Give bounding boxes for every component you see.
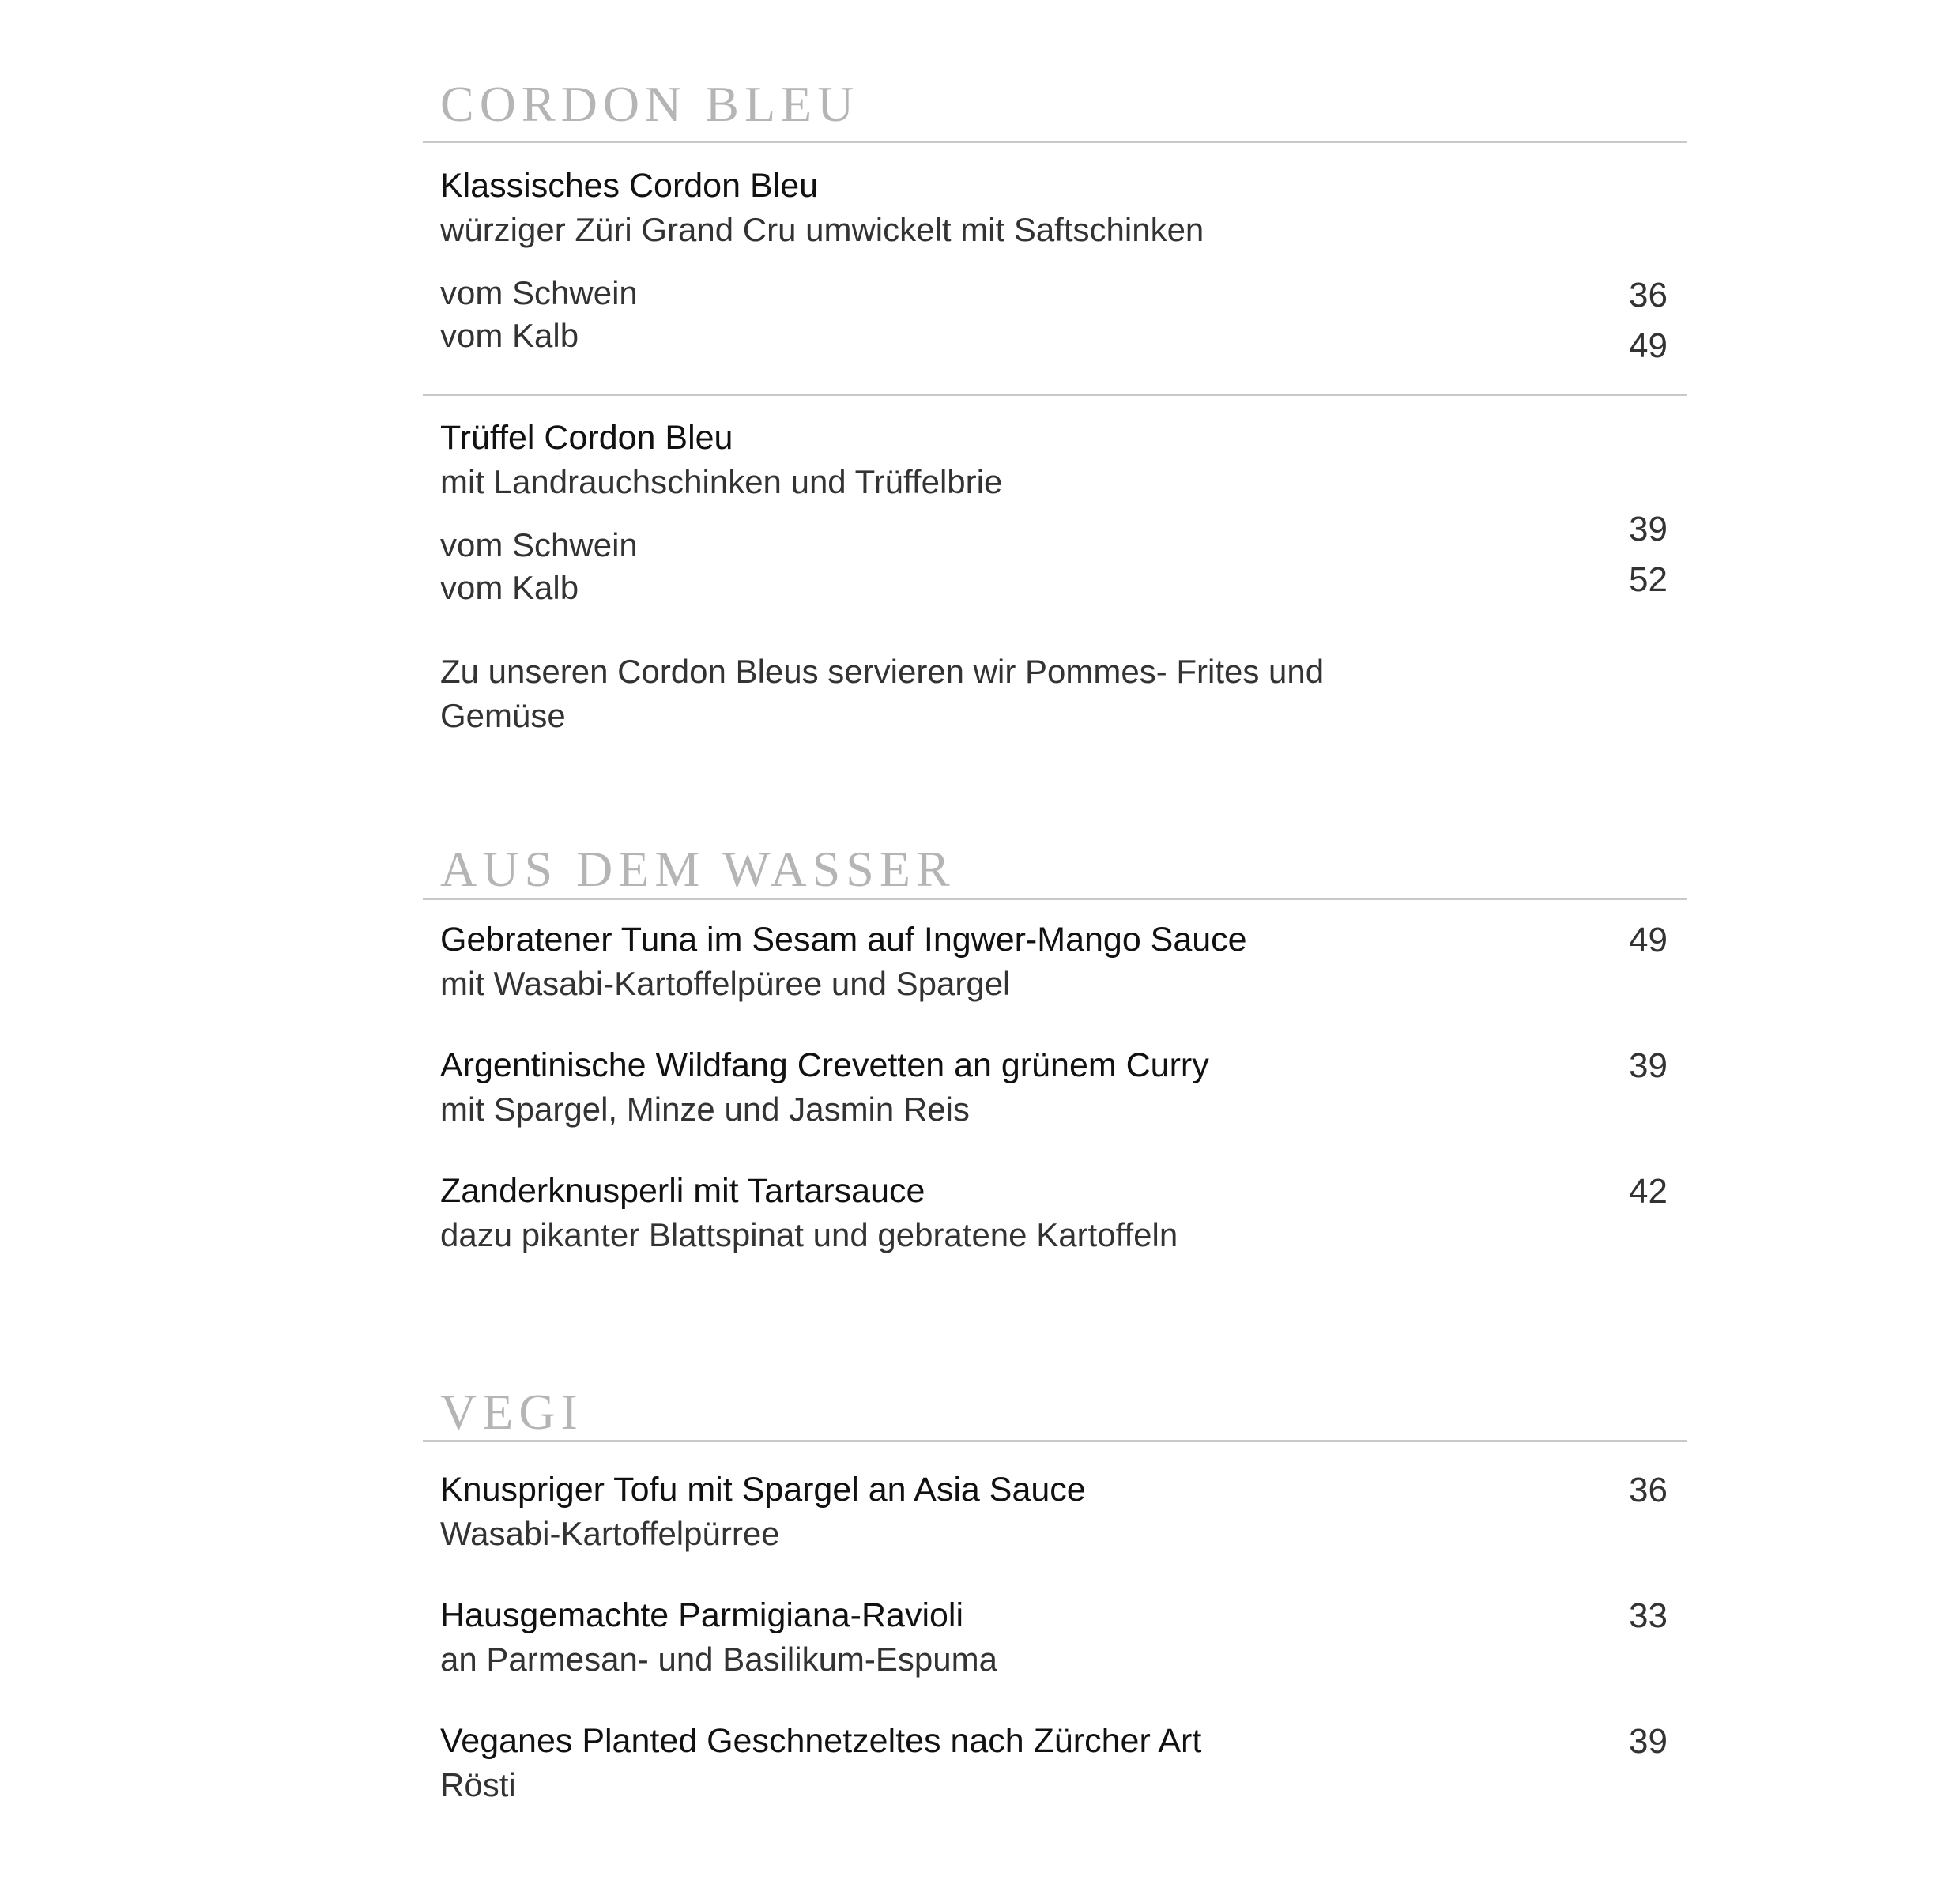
price: 33	[1629, 1596, 1668, 1635]
price: 39	[1629, 510, 1668, 548]
dish-description: mit Landrauchschinken und Trüffelbrie	[440, 463, 1003, 500]
variant-label: vom Schwein	[440, 526, 638, 563]
dish-name: Veganes Planted Geschnetzeltes nach Zürcher Art	[440, 1722, 1202, 1760]
price: 36	[1629, 276, 1668, 315]
price: 36	[1629, 1471, 1668, 1509]
variant-label: vom Kalb	[440, 317, 579, 354]
dish-name: Hausgemachte Parmigiana-Ravioli	[440, 1596, 964, 1634]
price: 49	[1629, 921, 1668, 959]
section-divider	[423, 141, 1687, 143]
dish-description: mit Wasabi-Kartoffelpüree und Spargel	[440, 965, 1011, 1002]
section-divider	[423, 1440, 1687, 1442]
dish-description: Wasabi-Kartoffelpürree	[440, 1515, 780, 1552]
dish-description: an Parmesan- und Basilikum-Espuma	[440, 1641, 997, 1678]
dish-name: Gebratener Tuna im Sesam auf Ingwer-Mango Sauce	[440, 921, 1247, 959]
dish-name: Knuspriger Tofu mit Spargel an Asia Sauce	[440, 1471, 1086, 1509]
section-title-aus-dem-wasser: AUS DEM WASSER	[440, 841, 956, 897]
dish-description: mit Spargel, Minze und Jasmin Reis	[440, 1091, 970, 1128]
dish-description: dazu pikanter Blattspinat und gebratene Kartoffeln	[440, 1216, 1178, 1253]
section-title-vegi: VEGI	[440, 1384, 583, 1440]
dish-description: Rösti	[440, 1766, 516, 1803]
variant-label: vom Kalb	[440, 569, 579, 606]
price: 49	[1629, 326, 1668, 365]
price: 39	[1629, 1046, 1668, 1085]
section-title-cordon-bleu: CORDON BLEU	[440, 76, 860, 132]
variant-label: vom Schwein	[440, 274, 638, 311]
section-divider	[423, 898, 1687, 900]
price: 42	[1629, 1172, 1668, 1211]
price: 39	[1629, 1722, 1668, 1761]
dish-name: Zanderknusperli mit Tartarsauce	[440, 1172, 925, 1210]
serving-note: Zu unseren Cordon Bleus servieren wir Pommes- Frites und Gemüse	[440, 653, 1325, 734]
dish-name: Trüffel Cordon Bleu	[440, 419, 733, 457]
dish-name: Klassisches Cordon Bleu	[440, 167, 819, 205]
item-divider	[423, 394, 1687, 396]
dish-description: würziger Züri Grand Cru umwickelt mit Saftschinken	[440, 211, 1204, 248]
dish-name: Argentinische Wildfang Crevetten an grünem Curry	[440, 1046, 1209, 1084]
price: 52	[1629, 560, 1668, 599]
